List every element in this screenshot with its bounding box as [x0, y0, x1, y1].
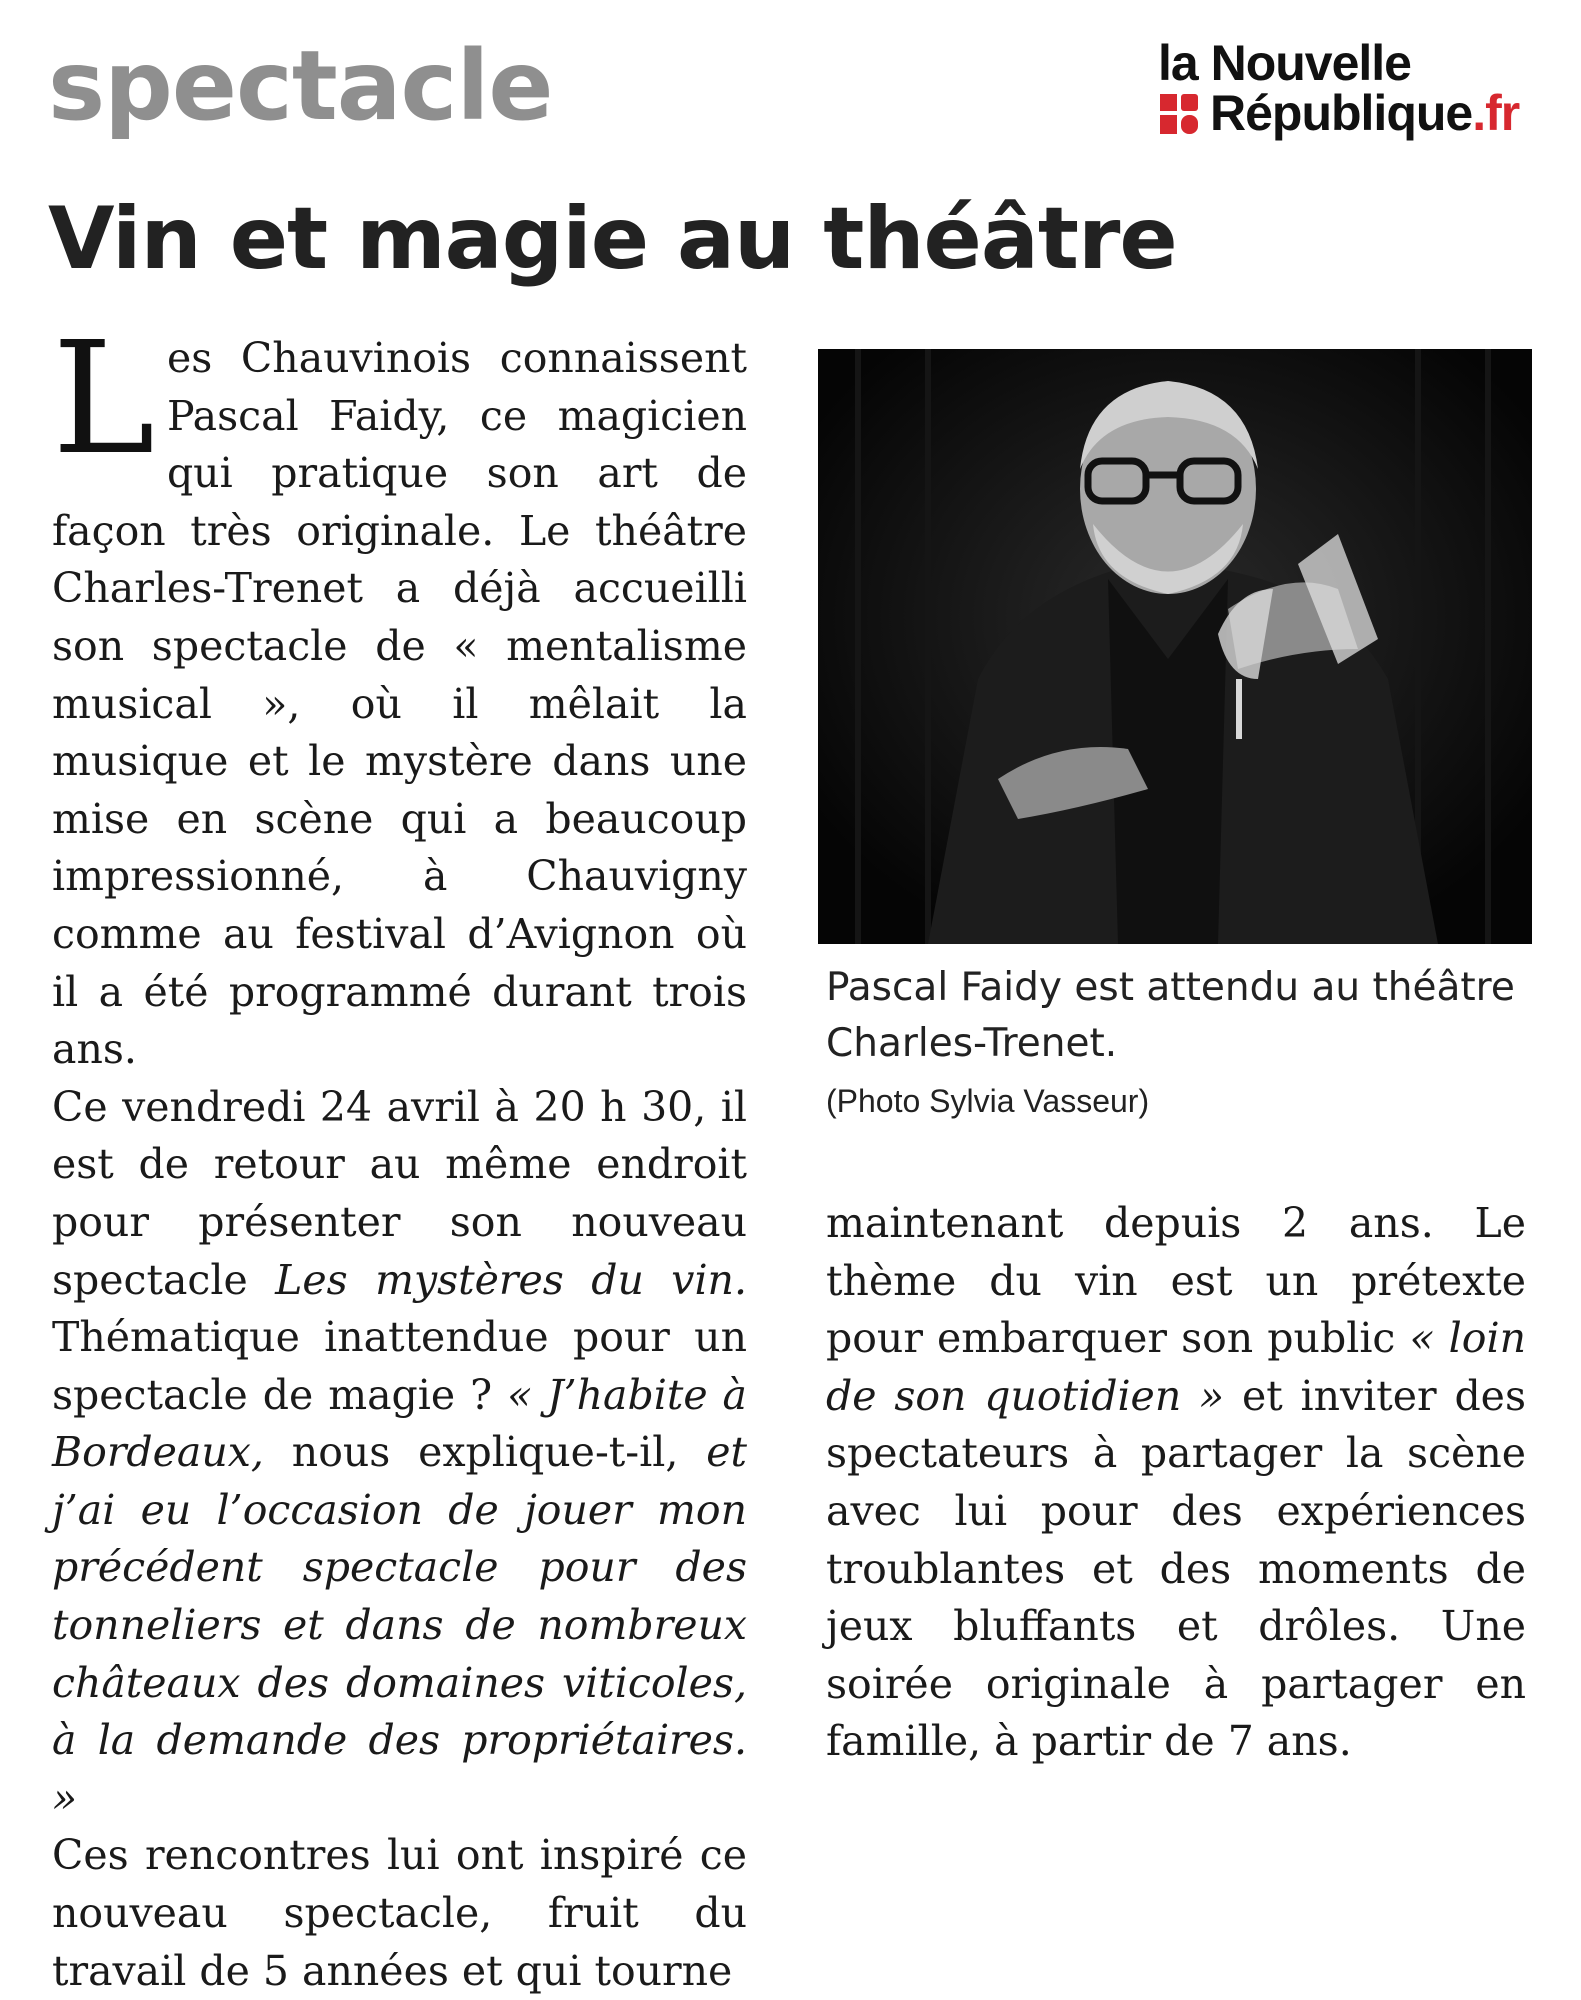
- paragraph-4-text-b: et inviter des spectateurs à partager la scène avec lui pour des expériences troublantes et des moments de jeux bluffants et drôles. Une soirée originale à partager en famille, à partir de 7 ans.: [826, 1371, 1526, 1766]
- article-paragraph-3: Ces rencontres lui ont inspiré ce nouveau spectacle, fruit du travail de 5 années et qui tourne: [52, 1831, 747, 1995]
- paragraph-1-text: es Chauvinois connaissent Pascal Faidy, ce magicien qui pratique son art de façon très originale. Le théâtre Charles-Trenet a déjà accueilli son spectacle de « mentalisme musical », où il mêlait la musique et le mystère dans une mise en scène qui a beaucoup impressionné, à Chauvigny comme au festival d’Avignon où il a été programmé durant trois ans.: [52, 334, 747, 1074]
- article-column-right: [826, 1195, 1526, 1771]
- photo-caption: Pascal Faidy est attendu au théâtre Charles-Trenet.: [826, 965, 1515, 1066]
- logo-suffix: .fr: [1472, 85, 1520, 141]
- paragraph-4-text-a: maintenant depuis 2 ans. Le thème du vin est un prétexte pour embarquer son public: [826, 1199, 1526, 1363]
- photo-credit: (Photo Sylvia Vasseur): [826, 1083, 1150, 1119]
- quote-part-3: « loin de son quotidien »: [826, 1314, 1526, 1420]
- logo-name: République: [1210, 85, 1473, 141]
- article-headline: Vin et magie au théâtre: [48, 189, 1177, 289]
- article-photo: [818, 349, 1532, 944]
- paragraph-2-text-c: nous explique-t-il,: [263, 1428, 707, 1477]
- article-column-left: [52, 308, 747, 2000]
- article-paragraph-4: [826, 1195, 1526, 1771]
- show-title: Les mystères du vin.: [275, 1255, 747, 1304]
- logo-mark-icon: [1160, 94, 1198, 134]
- drop-cap: L: [52, 308, 155, 489]
- quote-part-1: « J’habite à Bordeaux,: [52, 1370, 747, 1477]
- paragraph-2-text-b: Thématique inattendue pour un spectacle de magie ?: [52, 1313, 747, 1419]
- paragraph-2-text-a: Ce vendredi 24 avril à 20 h 30, il est de retour au même endroit pour présenter son nouveau spectacle: [52, 1082, 747, 1304]
- logo-line-1: la Nouvelle: [1158, 35, 1411, 91]
- newspaper-logo[interactable]: [1158, 35, 1538, 141]
- quote-part-2: et j’ai eu l’occasion de jouer mon précédent spectacle pour des tonneliers et dans de nombreux châteaux des domaines viticoles, à la demande des propriétaires. »: [52, 1428, 747, 1822]
- logo-line-2: [1210, 85, 1520, 141]
- section-rubric: spectacle: [48, 30, 553, 142]
- article-paragraph-2: [52, 1079, 747, 1828]
- article-paragraph-1: [52, 308, 747, 1079]
